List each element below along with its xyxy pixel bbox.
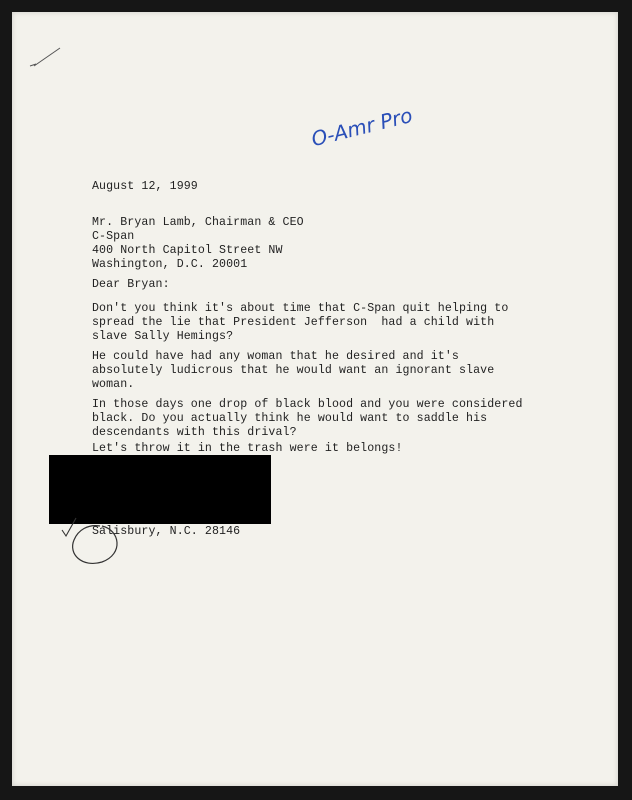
- handwritten-note: [306, 98, 416, 148]
- paragraph-1-line-2: spread the lie that President Jefferson had a child with: [92, 316, 495, 329]
- paragraph-3-line-2: black. Do you actually think he would want to saddle his: [92, 412, 488, 425]
- paragraph-1-line-3: slave Sally Hemings?: [92, 330, 234, 343]
- pencil-mark-icon: [20, 42, 66, 72]
- recipient-line-2: C-Span: [92, 230, 135, 243]
- closing-line: Let's throw it in the trash were it belongs!: [92, 442, 403, 455]
- handwritten-note-text: O-Amr Pro: [308, 103, 415, 148]
- paragraph-2-line-1: He could have had any woman that he desired and it's: [92, 350, 459, 363]
- paragraph-2-line-2: absolutely ludicrous that he would want an ignorant slave: [92, 364, 495, 377]
- paragraph-3-line-1: In those days one drop of black blood and you were considered: [92, 398, 523, 411]
- recipient-line-4: Washington, D.C. 20001: [92, 258, 248, 271]
- salutation: Dear Bryan:: [92, 278, 170, 291]
- paragraph-3-line-3: descendants with this drival?: [92, 426, 297, 439]
- signature-location: Salisbury, N.C. 28146: [92, 525, 241, 538]
- paragraph-1-line-1: Don't you think it's about time that C-Span quit helping to: [92, 302, 509, 315]
- recipient-line-3: 400 North Capitol Street NW: [92, 244, 283, 257]
- letter-date: August 12, 1999: [92, 180, 198, 193]
- recipient-line-1: Mr. Bryan Lamb, Chairman & CEO: [92, 216, 304, 229]
- handwritten-circle-icon: [52, 510, 132, 570]
- paragraph-2-line-3: woman.: [92, 378, 135, 391]
